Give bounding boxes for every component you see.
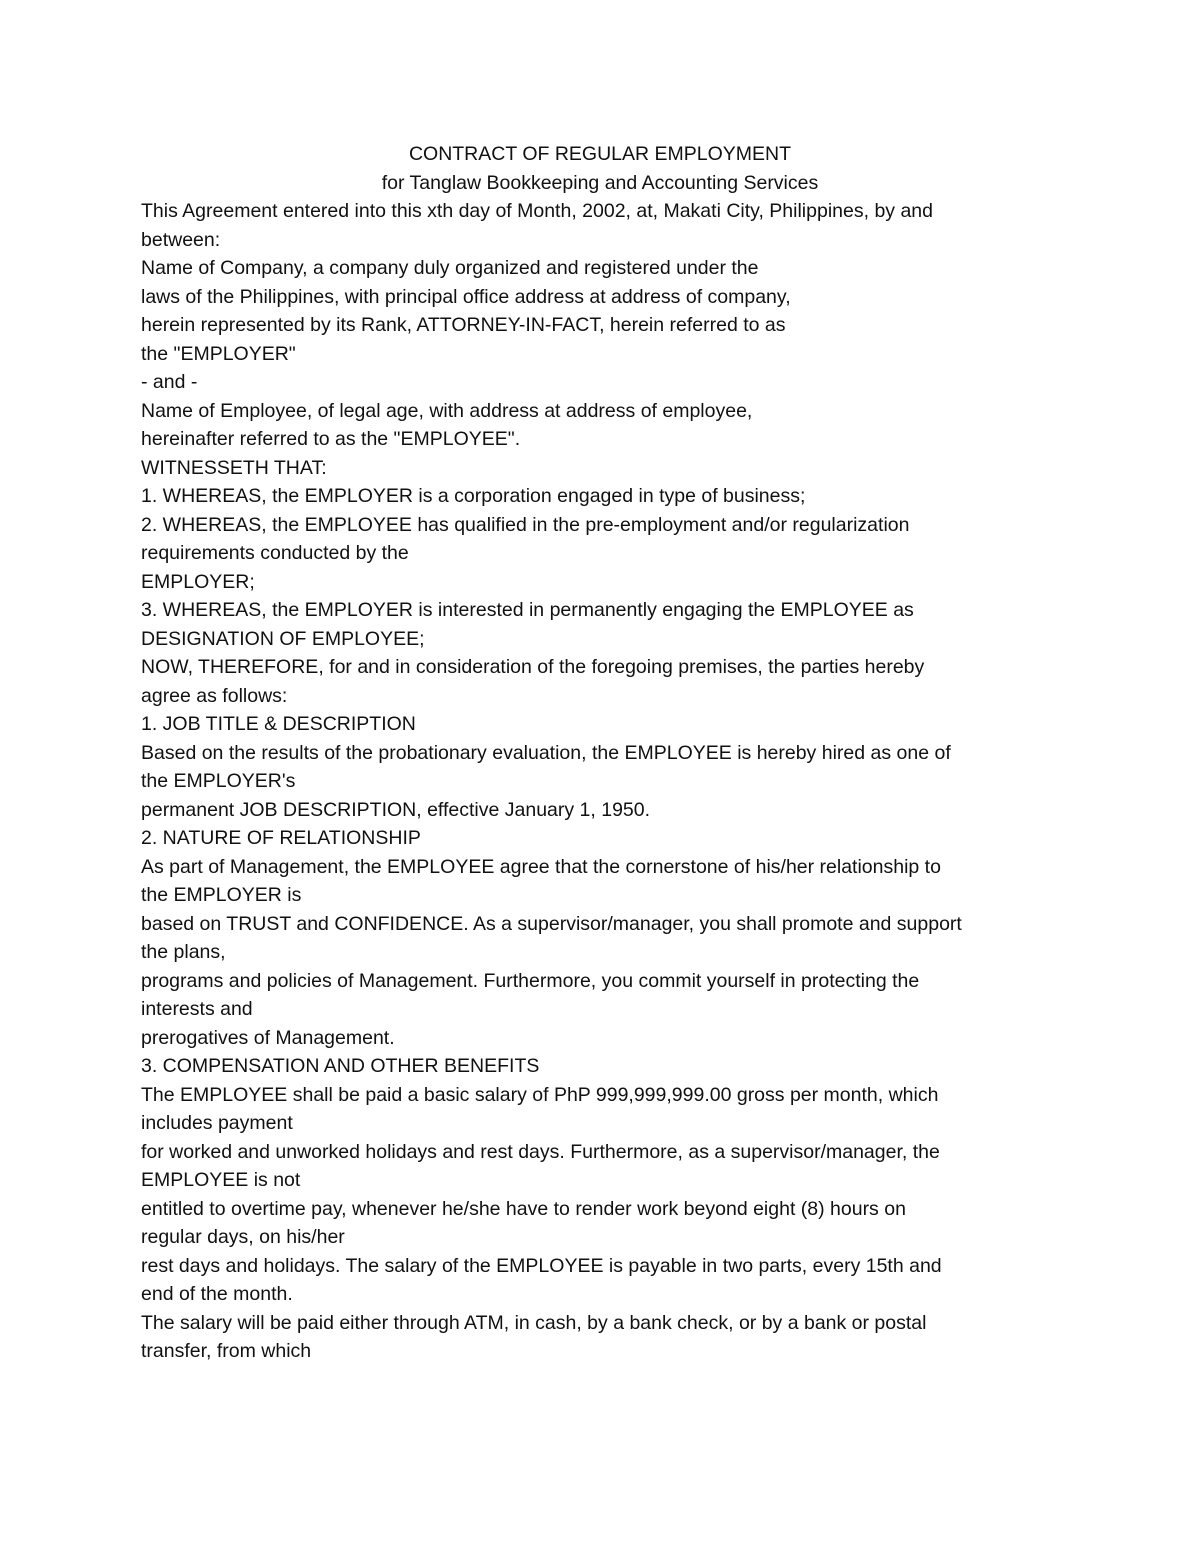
text-line: includes payment [141,1112,293,1134]
text-line: As part of Management, the EMPLOYEE agree that the cornerstone of his/her relationship to [141,855,941,878]
text-line: entitled to overtime pay, whenever he/she have to render work beyond eight (8) hours on [141,1197,906,1220]
text-line: hereinafter referred to as the "EMPLOYEE". [141,428,521,450]
document-body [141,140,1071,1366]
text-line: laws of the Philippines, with principal office address at address of company, [141,285,791,308]
document-subtitle: for Tanglaw Bookkeeping and Accounting Services [381,171,819,194]
text-line: EMPLOYEE is not [141,1169,301,1191]
section-heading: 1. JOB TITLE & DESCRIPTION [141,713,416,735]
text-line: herein represented by its Rank, ATTORNEY-IN-FACT, herein referred to as [141,314,786,336]
text-line: NOW, THEREFORE, for and in consideration of the foregoing premises, the parties hereby [141,656,925,678]
section-heading: 2. NATURE OF RELATIONSHIP [141,827,421,849]
text-line: Based on the results of the probationary evaluation, the EMPLOYEE is hereby hired as one of [141,741,951,764]
text-line: The EMPLOYEE shall be paid a basic salary of PhP 999,999,999.00 gross per month, which [141,1083,939,1106]
text-line: Name of Company, a company duly organized and registered under the [141,257,759,279]
text-line: the "EMPLOYER" [141,342,296,365]
text-line: based on TRUST and CONFIDENCE. As a supervisor/manager, you shall promote and support [141,912,962,935]
text-line: the plans, [141,941,226,963]
text-line: EMPLOYER; [141,570,255,593]
text-line: permanent JOB DESCRIPTION, effective January 1, 1950. [141,798,651,821]
text-line: agree as follows: [141,684,288,707]
text-line: 2. WHEREAS, the EMPLOYEE has qualified in the pre-employment and/or regularization [141,513,910,536]
text-line: the EMPLOYER's [141,770,296,792]
text-line: rest days and holidays. The salary of the EMPLOYEE is payable in two parts, every 15th and [141,1254,942,1277]
document-title: CONTRACT OF REGULAR EMPLOYMENT [408,143,792,165]
section-heading: WITNESSETH THAT: [141,456,327,479]
text-line: This Agreement entered into this xth day of Month, 2002, at, Makati City, Philippines, by and [141,200,933,222]
text-line: the EMPLOYER is [141,884,302,906]
text-line: 1. WHEREAS, the EMPLOYER is a corporation engaged in type of business; [141,485,806,507]
text-line: DESIGNATION OF EMPLOYEE; [141,627,425,650]
text-line: programs and policies of Management. Furthermore, you commit yourself in protecting the [141,969,920,992]
text-line: prerogatives of Management. [141,1026,395,1049]
text-line: 3. WHEREAS, the EMPLOYER is interested in permanently engaging the EMPLOYEE as [141,599,914,621]
text-line: The salary will be paid either through ATM, in cash, by a bank check, or by a bank or postal [141,1311,927,1334]
text-line: Name of Employee, of legal age, with address at address of employee, [141,399,753,422]
text-line: interests and [141,998,253,1020]
section-heading: 3. COMPENSATION AND OTHER BENEFITS [141,1055,540,1077]
text-line: end of the month. [141,1283,293,1305]
text-line: between: [141,228,221,251]
text-line: transfer, from which [141,1340,312,1362]
text-line: requirements conducted by the [141,542,409,564]
text-line: for worked and unworked holidays and rest days. Furthermore, as a supervisor/manager, the [141,1140,940,1163]
text-line: regular days, on his/her [141,1226,345,1248]
text-line: - and - [141,371,198,393]
